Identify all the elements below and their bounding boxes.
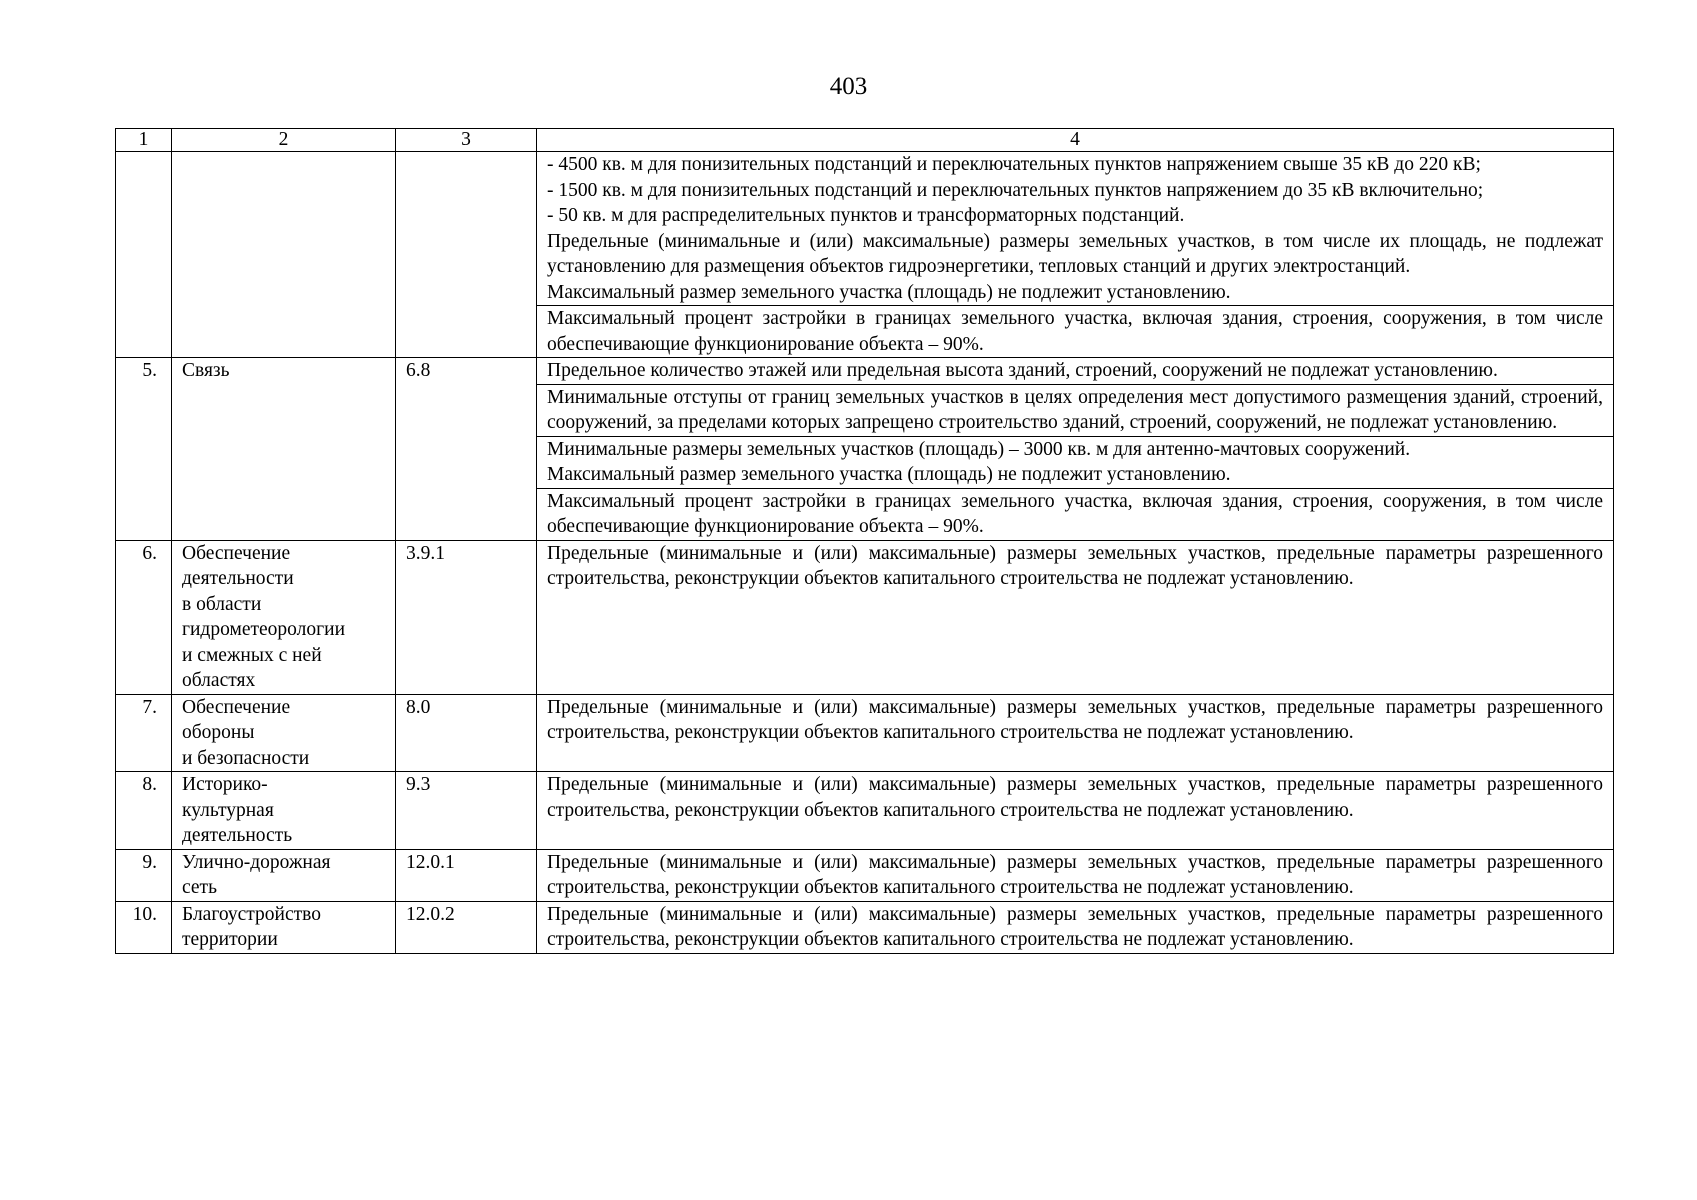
code-cell: 6.8	[396, 358, 537, 541]
code-cell: 12.0.2	[396, 901, 537, 953]
use-type-line: в области	[182, 593, 262, 615]
use-type-line: областях	[182, 670, 256, 691]
row-number-cell	[116, 152, 172, 358]
use-type-line: культурная	[182, 799, 274, 821]
parameters-cell	[537, 152, 1614, 306]
code-cell: 12.0.1	[396, 849, 537, 901]
row-number-cell: 6.	[116, 540, 172, 694]
table-row	[116, 540, 1614, 694]
use-type-line: Улично-дорожная	[182, 851, 331, 873]
parameters-cell: Предельные (минимальные и (или) максимальные) размеры земельных участков, предельные параметры разрешенного строительства, реконструкции объектов капитального строительства не подлежат установлению.	[537, 694, 1614, 772]
parameters-cell: Предельное количество этажей или предельная высота зданий, строений, сооружений не подлежат установлению.	[537, 358, 1614, 385]
parameters-cell: Максимальный процент застройки в границах земельного участка, включая здания, строения, сооружения, в том числе обеспечивающие функционирование объекта – 90%.	[537, 306, 1614, 358]
page-number: 403	[829, 73, 868, 100]
use-type-cell	[172, 694, 396, 772]
use-type-line: сеть	[182, 877, 217, 898]
use-type-line: Благоустройство	[182, 903, 321, 925]
column-header: 2	[172, 129, 396, 152]
row-number-cell: 9.	[116, 849, 172, 901]
use-type-line: деятельности	[182, 568, 294, 589]
use-type-line: и безопасности	[182, 747, 310, 769]
use-type-line: территории	[182, 929, 278, 950]
parameter-line: Максимальный размер земельного участка (площадь) не подлежит установлению.	[547, 281, 1231, 303]
row-number-cell: 8.	[116, 772, 172, 850]
table-row	[116, 772, 1614, 850]
table-row	[116, 694, 1614, 772]
use-type-line: обороны	[182, 722, 255, 743]
row-number-cell: 7.	[116, 694, 172, 772]
use-type-line: Обеспечение	[182, 696, 291, 718]
land-use-regulations-table	[115, 128, 1614, 954]
parameters-cell: Предельные (минимальные и (или) максимальные) размеры земельных участков, предельные параметры разрешенного строительства, реконструкции объектов капитального строительства не подлежат установлению.	[537, 772, 1614, 850]
use-type-line: деятельность	[182, 825, 293, 846]
column-header: 4	[537, 129, 1614, 152]
column-header: 3	[396, 129, 537, 152]
parameters-cell	[537, 436, 1614, 488]
row-number-cell: 10.	[116, 901, 172, 953]
parameters-cell: Минимальные отступы от границ земельных участков в целях определения мест допустимого размещения зданий, строений, сооружений, за пределами которых запрещено строительство зданий, строений, сооружений, не подлежат установлению.	[537, 384, 1614, 436]
table-row	[116, 849, 1614, 901]
parameters-cell: Предельные (минимальные и (или) максимальные) размеры земельных участков, предельные параметры разрешенного строительства, реконструкции объектов капитального строительства не подлежат установлению.	[537, 849, 1614, 901]
parameter-line: Минимальные размеры земельных участков (площадь) – 3000 кв. м для антенно-мачтовых сооружений.	[547, 438, 1411, 460]
parameters-cell: Предельные (минимальные и (или) максимальные) размеры земельных участков, предельные параметры разрешенного строительства, реконструкции объектов капитального строительства не подлежат установлению.	[537, 901, 1614, 953]
use-type-cell: Связь	[172, 358, 396, 541]
use-type-cell	[172, 849, 396, 901]
use-type-cell	[172, 152, 396, 358]
parameter-line: Предельные (минимальные и (или) максимальные) размеры земельных участков, в том числе их площадь, не подлежат установлению для размещения объектов гидроэнергетики, тепловых станций и других электростанций.	[547, 230, 1603, 277]
use-type-line: Обеспечение	[182, 542, 291, 564]
use-type-cell	[172, 901, 396, 953]
use-type-line: Историко-	[182, 774, 268, 795]
code-cell: 9.3	[396, 772, 537, 850]
parameters-cell: Максимальный процент застройки в границах земельного участка, включая здания, строения, сооружения, в том числе обеспечивающие функционирование объекта – 90%.	[537, 488, 1614, 540]
code-cell	[396, 152, 537, 358]
column-header: 1	[116, 129, 172, 152]
parameters-cell: Предельные (минимальные и (или) максимальные) размеры земельных участков, предельные параметры разрешенного строительства, реконструкции объектов капитального строительства не подлежат установлению.	[537, 540, 1614, 694]
column-number-row	[116, 129, 1614, 152]
parameter-line: - 50 кв. м для распределительных пунктов и трансформаторных подстанций.	[547, 205, 1185, 226]
table-row	[116, 358, 1614, 385]
table-row	[116, 152, 1614, 306]
code-cell: 8.0	[396, 694, 537, 772]
parameter-line: - 1500 кв. м для понизительных подстанций и переключательных пунктов напряжением до 35 кВ включительно;	[547, 179, 1484, 201]
table-row	[116, 901, 1614, 953]
use-type-cell	[172, 540, 396, 694]
use-type-line: гидрометеорологии	[182, 619, 345, 640]
use-type-cell	[172, 772, 396, 850]
parameter-line: - 4500 кв. м для понизительных подстанций и переключательных пунктов напряжением свыше 35 кВ до 220 кВ;	[547, 154, 1481, 175]
code-cell: 3.9.1	[396, 540, 537, 694]
row-number-cell: 5.	[116, 358, 172, 541]
use-type-line: и смежных с ней	[182, 644, 322, 666]
parameter-line: Максимальный размер земельного участка (площадь) не подлежит установлению.	[547, 464, 1231, 485]
